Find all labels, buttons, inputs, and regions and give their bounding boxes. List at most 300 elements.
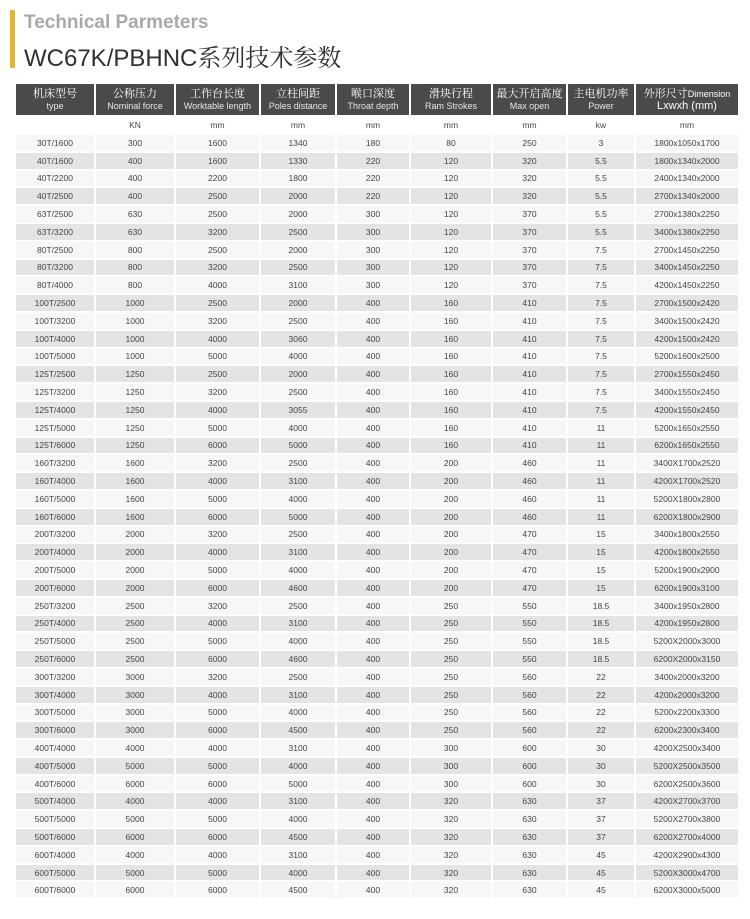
- table-row: [16, 562, 738, 578]
- cell-worktable-length: 2500: [176, 242, 259, 258]
- cell-ram-strokes: 120: [411, 242, 491, 258]
- cell-type: 400T/5000: [16, 758, 94, 774]
- cell-dimension: 6200X3000x5000: [636, 882, 738, 898]
- cell-ram-strokes: 250: [411, 633, 491, 649]
- cell-dimension: 6200X2500x3600: [636, 776, 738, 792]
- cell-nominal-force: 6000: [96, 882, 174, 898]
- cell-dimension: 6200x1900x3100: [636, 580, 738, 596]
- cell-type: 500T/5000: [16, 811, 94, 827]
- cell-poles-distance: 5000: [261, 438, 335, 454]
- table-row: [16, 829, 738, 845]
- unit-cell: KN: [96, 117, 174, 133]
- cell-throat-depth: 400: [337, 331, 409, 347]
- cell-power: 5.5: [568, 153, 634, 169]
- cell-throat-depth: 400: [337, 633, 409, 649]
- cell-nominal-force: 6000: [96, 829, 174, 845]
- cell-throat-depth: 400: [337, 669, 409, 685]
- cell-poles-distance: 4000: [261, 633, 335, 649]
- cell-worktable-length: 1600: [176, 153, 259, 169]
- cell-poles-distance: 3060: [261, 331, 335, 347]
- cell-worktable-length: 5000: [176, 420, 259, 436]
- cell-type: 160T/6000: [16, 509, 94, 525]
- cell-type: 80T/2500: [16, 242, 94, 258]
- table-row: [16, 473, 738, 489]
- cell-type: 200T/5000: [16, 562, 94, 578]
- cell-throat-depth: 400: [337, 509, 409, 525]
- cell-worktable-length: 3200: [176, 598, 259, 614]
- cell-ram-strokes: 160: [411, 331, 491, 347]
- cell-poles-distance: 5000: [261, 509, 335, 525]
- cell-throat-depth: 400: [337, 527, 409, 543]
- cell-worktable-length: 6000: [176, 580, 259, 596]
- cell-nominal-force: 1600: [96, 455, 174, 471]
- cell-dimension: 6200x1650x2550: [636, 438, 738, 454]
- cell-ram-strokes: 250: [411, 669, 491, 685]
- cell-poles-distance: 4000: [261, 758, 335, 774]
- table-row: [16, 865, 738, 881]
- cell-worktable-length: 3200: [176, 260, 259, 276]
- cell-max-open: 370: [493, 224, 566, 240]
- cell-throat-depth: 400: [337, 562, 409, 578]
- cell-type: 125T/4000: [16, 402, 94, 418]
- cell-worktable-length: 3200: [176, 669, 259, 685]
- cell-dimension: 2400x1340x2000: [636, 171, 738, 187]
- cell-throat-depth: 400: [337, 295, 409, 311]
- cell-poles-distance: 4000: [261, 491, 335, 507]
- cell-nominal-force: 1600: [96, 473, 174, 489]
- cell-ram-strokes: 320: [411, 847, 491, 863]
- cell-power: 7.5: [568, 295, 634, 311]
- cell-type: 125T/3200: [16, 384, 94, 400]
- cell-nominal-force: 3000: [96, 687, 174, 703]
- cell-throat-depth: 180: [337, 135, 409, 151]
- cell-max-open: 410: [493, 295, 566, 311]
- cell-ram-strokes: 250: [411, 687, 491, 703]
- cell-dimension: 6200x2300x3400: [636, 722, 738, 738]
- cell-dimension: 3400x2000x3200: [636, 669, 738, 685]
- table-row: [16, 206, 738, 222]
- cell-poles-distance: 1800: [261, 171, 335, 187]
- cell-ram-strokes: 200: [411, 473, 491, 489]
- table-row: [16, 847, 738, 863]
- cell-nominal-force: 4000: [96, 793, 174, 809]
- cell-poles-distance: 3100: [261, 544, 335, 560]
- cell-dimension: 2700x1380x2250: [636, 206, 738, 222]
- table-row: [16, 687, 738, 703]
- cell-power: 15: [568, 527, 634, 543]
- cell-max-open: 320: [493, 171, 566, 187]
- cell-worktable-length: 2200: [176, 171, 259, 187]
- cell-power: 15: [568, 562, 634, 578]
- cell-nominal-force: 400: [96, 171, 174, 187]
- cell-nominal-force: 1250: [96, 366, 174, 382]
- table-row: [16, 153, 738, 169]
- cell-ram-strokes: 160: [411, 313, 491, 329]
- cell-max-open: 370: [493, 277, 566, 293]
- cell-poles-distance: 1330: [261, 153, 335, 169]
- cell-dimension: 2700x1450x2250: [636, 242, 738, 258]
- cell-throat-depth: 400: [337, 455, 409, 471]
- cell-power: 7.5: [568, 349, 634, 365]
- cell-worktable-length: 6000: [176, 882, 259, 898]
- cell-dimension: 6200X2700x4000: [636, 829, 738, 845]
- cell-throat-depth: 400: [337, 865, 409, 881]
- table-row: [16, 580, 738, 596]
- cell-ram-strokes: 160: [411, 366, 491, 382]
- cell-type: 300T/5000: [16, 705, 94, 721]
- cell-worktable-length: 4000: [176, 277, 259, 293]
- cell-worktable-length: 6000: [176, 722, 259, 738]
- cell-type: 40T/2200: [16, 171, 94, 187]
- cell-dimension: 5200x1600x2500: [636, 349, 738, 365]
- cell-worktable-length: 6000: [176, 509, 259, 525]
- cell-max-open: 410: [493, 438, 566, 454]
- table-row: [16, 171, 738, 187]
- cell-type: 600T/5000: [16, 865, 94, 881]
- cell-worktable-length: 5000: [176, 865, 259, 881]
- table-row: [16, 455, 738, 471]
- cell-nominal-force: 1250: [96, 384, 174, 400]
- cell-worktable-length: 4000: [176, 331, 259, 347]
- cell-poles-distance: 3100: [261, 740, 335, 756]
- cell-poles-distance: 2500: [261, 260, 335, 276]
- cell-nominal-force: 5000: [96, 865, 174, 881]
- cell-power: 15: [568, 544, 634, 560]
- cell-type: 200T/3200: [16, 527, 94, 543]
- cell-worktable-length: 4000: [176, 793, 259, 809]
- cell-max-open: 410: [493, 366, 566, 382]
- cell-poles-distance: 4000: [261, 562, 335, 578]
- cell-ram-strokes: 320: [411, 811, 491, 827]
- cell-nominal-force: 2500: [96, 651, 174, 667]
- table-row: [16, 882, 738, 898]
- cell-dimension: 5200X2700x3800: [636, 811, 738, 827]
- cell-power: 5.5: [568, 188, 634, 204]
- cell-throat-depth: 220: [337, 153, 409, 169]
- cell-type: 125T/6000: [16, 438, 94, 454]
- cell-poles-distance: 5000: [261, 776, 335, 792]
- cell-worktable-length: 6000: [176, 651, 259, 667]
- table-row: [16, 811, 738, 827]
- cell-dimension: 3400x1450x2250: [636, 260, 738, 276]
- cell-ram-strokes: 250: [411, 705, 491, 721]
- cell-max-open: 630: [493, 811, 566, 827]
- cell-power: 18.5: [568, 598, 634, 614]
- table-row: [16, 740, 738, 756]
- cell-max-open: 470: [493, 527, 566, 543]
- table-row: [16, 242, 738, 258]
- cell-power: 37: [568, 793, 634, 809]
- cell-dimension: 5200X1800x2800: [636, 491, 738, 507]
- cell-worktable-length: 4000: [176, 544, 259, 560]
- cell-nominal-force: 2500: [96, 616, 174, 632]
- cell-throat-depth: 400: [337, 793, 409, 809]
- cell-poles-distance: 4000: [261, 420, 335, 436]
- cell-worktable-length: 3200: [176, 384, 259, 400]
- cell-worktable-length: 4000: [176, 616, 259, 632]
- cell-nominal-force: 800: [96, 260, 174, 276]
- col-header-ram-strokes: 滑块行程 Ram Strokes: [411, 84, 491, 115]
- cell-poles-distance: 4000: [261, 811, 335, 827]
- cell-type: 80T/4000: [16, 277, 94, 293]
- cell-power: 11: [568, 438, 634, 454]
- col-header-power: 主电机功率 Power: [568, 84, 634, 115]
- cell-nominal-force: 5000: [96, 811, 174, 827]
- cell-power: 7.5: [568, 366, 634, 382]
- cell-ram-strokes: 80: [411, 135, 491, 151]
- cell-ram-strokes: 200: [411, 562, 491, 578]
- cell-ram-strokes: 160: [411, 384, 491, 400]
- cell-worktable-length: 3200: [176, 527, 259, 543]
- cell-nominal-force: 1000: [96, 313, 174, 329]
- cell-power: 11: [568, 455, 634, 471]
- cell-max-open: 410: [493, 313, 566, 329]
- cell-dimension: 5200x2200x3300: [636, 705, 738, 721]
- units-row: [16, 117, 738, 133]
- cell-worktable-length: 5000: [176, 811, 259, 827]
- cell-ram-strokes: 200: [411, 544, 491, 560]
- spec-table: [14, 82, 740, 900]
- cell-ram-strokes: 120: [411, 206, 491, 222]
- cell-nominal-force: 800: [96, 277, 174, 293]
- cell-poles-distance: 3100: [261, 277, 335, 293]
- cell-nominal-force: 1000: [96, 331, 174, 347]
- cell-type: 600T/4000: [16, 847, 94, 863]
- cell-throat-depth: 400: [337, 651, 409, 667]
- cell-poles-distance: 3100: [261, 473, 335, 489]
- cell-poles-distance: 2000: [261, 366, 335, 382]
- table-row: [16, 527, 738, 543]
- table-row: [16, 260, 738, 276]
- cell-type: 250T/5000: [16, 633, 94, 649]
- cell-power: 5.5: [568, 206, 634, 222]
- cell-throat-depth: 400: [337, 598, 409, 614]
- cell-ram-strokes: 300: [411, 758, 491, 774]
- table-row: [16, 135, 738, 151]
- cell-max-open: 470: [493, 544, 566, 560]
- cell-dimension: 3400x1550x2450: [636, 384, 738, 400]
- table-row: [16, 491, 738, 507]
- cell-max-open: 550: [493, 598, 566, 614]
- cell-nominal-force: 630: [96, 224, 174, 240]
- table-row: [16, 384, 738, 400]
- cell-power: 22: [568, 705, 634, 721]
- cell-ram-strokes: 300: [411, 740, 491, 756]
- cell-ram-strokes: 250: [411, 598, 491, 614]
- table-row: [16, 793, 738, 809]
- table-row: [16, 651, 738, 667]
- cell-power: 7.5: [568, 260, 634, 276]
- cell-poles-distance: 4600: [261, 580, 335, 596]
- cell-dimension: 3400x1500x2420: [636, 313, 738, 329]
- col-header-dimension: 外形尺寸Dimension Lxwxh (mm): [636, 84, 738, 115]
- cell-type: 500T/4000: [16, 793, 94, 809]
- cell-dimension: 4200x2000x3200: [636, 687, 738, 703]
- table-row: [16, 705, 738, 721]
- cell-throat-depth: 400: [337, 473, 409, 489]
- cell-poles-distance: 4600: [261, 651, 335, 667]
- cell-ram-strokes: 320: [411, 829, 491, 845]
- cell-type: 160T/5000: [16, 491, 94, 507]
- cell-poles-distance: 2500: [261, 224, 335, 240]
- cell-nominal-force: 400: [96, 153, 174, 169]
- cell-nominal-force: 1600: [96, 509, 174, 525]
- cell-poles-distance: 2000: [261, 206, 335, 222]
- cell-power: 11: [568, 473, 634, 489]
- cell-power: 7.5: [568, 384, 634, 400]
- cell-max-open: 410: [493, 420, 566, 436]
- cell-type: 160T/3200: [16, 455, 94, 471]
- cell-worktable-length: 2500: [176, 366, 259, 382]
- page-title: WC67K/PBHNC系列技术参数: [24, 45, 342, 72]
- table-row: [16, 669, 738, 685]
- cell-dimension: 4200x1450x2250: [636, 277, 738, 293]
- cell-nominal-force: 630: [96, 206, 174, 222]
- cell-power: 30: [568, 758, 634, 774]
- cell-throat-depth: 220: [337, 188, 409, 204]
- cell-poles-distance: 2500: [261, 669, 335, 685]
- cell-nominal-force: 1250: [96, 420, 174, 436]
- cell-nominal-force: 3000: [96, 705, 174, 721]
- cell-power: 30: [568, 740, 634, 756]
- cell-worktable-length: 5000: [176, 349, 259, 365]
- cell-max-open: 560: [493, 687, 566, 703]
- cell-throat-depth: 400: [337, 687, 409, 703]
- cell-throat-depth: 300: [337, 260, 409, 276]
- cell-power: 11: [568, 420, 634, 436]
- cell-max-open: 560: [493, 705, 566, 721]
- col-header-nominal-force: 公称压力 Nominal force: [96, 84, 174, 115]
- cell-type: 80T/3200: [16, 260, 94, 276]
- cell-poles-distance: 4000: [261, 865, 335, 881]
- cell-type: 200T/6000: [16, 580, 94, 596]
- cell-max-open: 410: [493, 384, 566, 400]
- cell-power: 22: [568, 669, 634, 685]
- unit-cell: mm: [636, 117, 738, 133]
- cell-nominal-force: 2000: [96, 562, 174, 578]
- table-row: [16, 776, 738, 792]
- cell-nominal-force: 2000: [96, 527, 174, 543]
- cell-type: 400T/6000: [16, 776, 94, 792]
- cell-power: 18.5: [568, 651, 634, 667]
- cell-ram-strokes: 200: [411, 455, 491, 471]
- cell-nominal-force: 2000: [96, 580, 174, 596]
- cell-power: 30: [568, 776, 634, 792]
- cell-worktable-length: 2500: [176, 295, 259, 311]
- cell-dimension: 3400X1700x2520: [636, 455, 738, 471]
- cell-dimension: 2700x1500x2420: [636, 295, 738, 311]
- cell-max-open: 630: [493, 865, 566, 881]
- cell-worktable-length: 5000: [176, 562, 259, 578]
- cell-nominal-force: 1000: [96, 349, 174, 365]
- cell-ram-strokes: 300: [411, 776, 491, 792]
- cell-ram-strokes: 320: [411, 882, 491, 898]
- cell-ram-strokes: 200: [411, 580, 491, 596]
- cell-power: 7.5: [568, 331, 634, 347]
- cell-power: 18.5: [568, 633, 634, 649]
- cell-throat-depth: 400: [337, 544, 409, 560]
- cell-type: 300T/6000: [16, 722, 94, 738]
- cell-dimension: 6200X1800x2900: [636, 509, 738, 525]
- unit-cell: kw: [568, 117, 634, 133]
- cell-poles-distance: 2500: [261, 313, 335, 329]
- cell-dimension: 4200x1950x2800: [636, 616, 738, 632]
- unit-cell: mm: [261, 117, 335, 133]
- cell-dimension: 5200X2500x3500: [636, 758, 738, 774]
- cell-type: 200T/4000: [16, 544, 94, 560]
- cell-max-open: 410: [493, 402, 566, 418]
- cell-ram-strokes: 200: [411, 527, 491, 543]
- cell-nominal-force: 4000: [96, 740, 174, 756]
- cell-ram-strokes: 320: [411, 865, 491, 881]
- cell-throat-depth: 400: [337, 491, 409, 507]
- cell-power: 5.5: [568, 171, 634, 187]
- cell-nominal-force: 3000: [96, 669, 174, 685]
- cell-ram-strokes: 250: [411, 651, 491, 667]
- cell-max-open: 250: [493, 135, 566, 151]
- cell-power: 45: [568, 847, 634, 863]
- cell-worktable-length: 5000: [176, 758, 259, 774]
- cell-throat-depth: 400: [337, 580, 409, 596]
- cell-dimension: 3400x1950x2800: [636, 598, 738, 614]
- cell-dimension: 5200x1650x2550: [636, 420, 738, 436]
- cell-worktable-length: 2500: [176, 188, 259, 204]
- cell-throat-depth: 400: [337, 847, 409, 863]
- cell-max-open: 460: [493, 491, 566, 507]
- cell-poles-distance: 2500: [261, 527, 335, 543]
- cell-throat-depth: 300: [337, 242, 409, 258]
- cell-type: 125T/2500: [16, 366, 94, 382]
- cell-dimension: 4200X1700x2520: [636, 473, 738, 489]
- cell-poles-distance: 4000: [261, 349, 335, 365]
- cell-ram-strokes: 120: [411, 153, 491, 169]
- cell-type: 40T/2500: [16, 188, 94, 204]
- table-row: [16, 616, 738, 632]
- col-header-type: 机床型号 type: [16, 84, 94, 115]
- cell-throat-depth: 400: [337, 402, 409, 418]
- table-row: [16, 633, 738, 649]
- cell-poles-distance: 4500: [261, 829, 335, 845]
- cell-power: 7.5: [568, 313, 634, 329]
- cell-type: 600T/6000: [16, 882, 94, 898]
- cell-max-open: 600: [493, 776, 566, 792]
- page-subtitle: Technical Parmeters: [24, 12, 209, 33]
- cell-ram-strokes: 120: [411, 224, 491, 240]
- cell-poles-distance: 4500: [261, 882, 335, 898]
- cell-worktable-length: 6000: [176, 829, 259, 845]
- cell-worktable-length: 6000: [176, 438, 259, 454]
- cell-poles-distance: 4500: [261, 722, 335, 738]
- cell-type: 300T/3200: [16, 669, 94, 685]
- cell-ram-strokes: 120: [411, 171, 491, 187]
- table-row: [16, 277, 738, 293]
- cell-type: 100T/2500: [16, 295, 94, 311]
- unit-cell: mm: [493, 117, 566, 133]
- cell-ram-strokes: 160: [411, 438, 491, 454]
- cell-poles-distance: 3100: [261, 687, 335, 703]
- cell-type: 100T/5000: [16, 349, 94, 365]
- table-row: [16, 188, 738, 204]
- cell-nominal-force: 6000: [96, 776, 174, 792]
- unit-cell: mm: [337, 117, 409, 133]
- cell-dimension: 4200x1550x2450: [636, 402, 738, 418]
- cell-max-open: 370: [493, 242, 566, 258]
- cell-nominal-force: 2000: [96, 544, 174, 560]
- cell-poles-distance: 2500: [261, 598, 335, 614]
- cell-worktable-length: 3200: [176, 224, 259, 240]
- table-row: [16, 722, 738, 738]
- cell-throat-depth: 400: [337, 722, 409, 738]
